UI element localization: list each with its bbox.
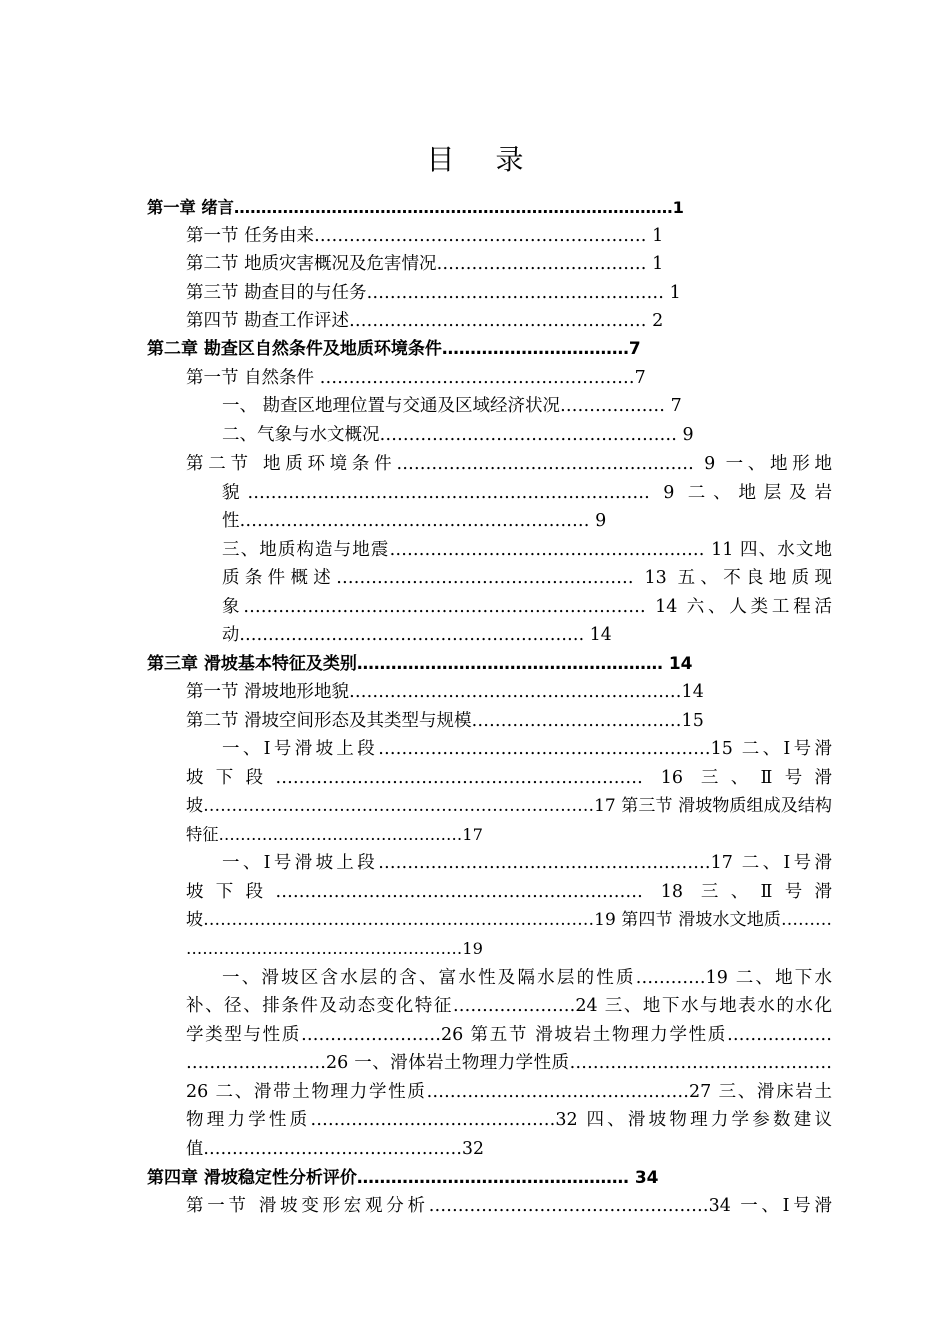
- toc-line-15: 象…………………………………………………………… 14 六、人类工程活: [222, 597, 832, 617]
- toc-line-34: 值………………………………………32: [186, 1139, 484, 1159]
- toc-item-2-1-1: 一、 勘查区地理位置与交通及区域经济状况……………… 7: [222, 396, 682, 416]
- toc-line-29: 补、径、排条件及动态变化特征…………………24 三、地下水与地表水的水化: [186, 996, 832, 1016]
- toc-section-3-2: 第二节 滑坡空间形态及其类型与规模………………………………15: [186, 711, 704, 731]
- toc-line-16: 动…………………………………………………… 14: [222, 625, 612, 645]
- toc-line-23: 特征………………………………………17: [186, 825, 483, 844]
- toc-title: 目 录: [426, 143, 540, 176]
- toc-line-24: 一、Ⅰ号滑坡上段…………………………………………………17 二、Ⅰ号滑: [222, 853, 832, 873]
- toc-section-2-2: 第二节 地质环境条件…………………………………………… 9 一、地形地: [186, 454, 832, 474]
- toc-line-11: 貌…………………………………………………………… 9 二、地层及岩: [222, 483, 832, 503]
- toc-section-4-1: 第一节 滑坡变形宏观分析…………………………………………34 一、Ⅰ号滑: [186, 1196, 832, 1216]
- toc-line-27: ……………………………………………19: [186, 939, 483, 958]
- toc-section-1-1: 第一节 任务由来………………………………………………… 1: [186, 226, 664, 246]
- toc-section-2-1: 第一节 自然条件 ………………………………………………7: [186, 368, 646, 388]
- toc-line-26: 坡……………………………………………………………19 第四节 滑坡水文地质………: [186, 910, 832, 930]
- toc-section-3-1: 第一节 滑坡地形地貌…………………………………………………14: [186, 682, 704, 702]
- toc-section-1-3: 第三节 勘查目的与任务…………………………………………… 1: [186, 283, 681, 303]
- toc-chapter-3: 第三章 滑坡基本特征及类别……………………………………………… 14: [147, 654, 693, 674]
- toc-line-32: 26 二、滑带土物理力学性质………………………………………27 三、滑床岩土: [186, 1082, 832, 1102]
- toc-item-2-1-2: 二、气象与水文概况…………………………………………… 9: [222, 425, 694, 445]
- toc-line-22: 坡……………………………………………………………17 第三节 滑坡物质组成及结构: [186, 796, 832, 816]
- toc-line-14: 质条件概述…………………………………………… 13 五、不良地质现: [222, 568, 832, 588]
- toc-line-13: 三、地质构造与地震……………………………………………… 11 四、水文地: [222, 540, 832, 560]
- toc-section-1-4: 第四节 勘查工作评述…………………………………………… 2: [186, 311, 664, 331]
- toc-chapter-4: 第四章 滑坡稳定性分析评价………………………………………… 34: [147, 1168, 659, 1188]
- toc-line-12: 性…………………………………………………… 9: [222, 511, 607, 531]
- toc-line-28: 一、滑坡区含水层的含、富水性及隔水层的性质…………19 二、地下水: [222, 968, 832, 988]
- toc-line-21: 坡下段……………………………………………………… 16 三、Ⅱ号滑: [186, 768, 832, 788]
- toc-chapter-1: 第一章 绪言………………………………………………………………………1: [147, 198, 684, 217]
- toc-line-25: 坡下段……………………………………………………… 18 三、Ⅱ号滑: [186, 882, 832, 902]
- toc-line-30: 学类型与性质……………………26 第五节 滑坡岩土物理力学性质………………: [186, 1025, 832, 1045]
- toc-section-1-2: 第二节 地质灾害概况及危害情况……………………………… 1: [186, 254, 664, 274]
- toc-chapter-2: 第二章 勘查区自然条件及地质环境条件……………………………7: [147, 339, 641, 359]
- toc-line-31: ……………………26 一、滑体岩土物理力学性质………………………………………: [186, 1053, 832, 1073]
- toc-line-20: 一、Ⅰ号滑坡上段…………………………………………………15 二、Ⅰ号滑: [222, 739, 832, 759]
- toc-line-33: 物理力学性质……………………………………32 四、滑坡物理力学参数建议: [186, 1110, 832, 1130]
